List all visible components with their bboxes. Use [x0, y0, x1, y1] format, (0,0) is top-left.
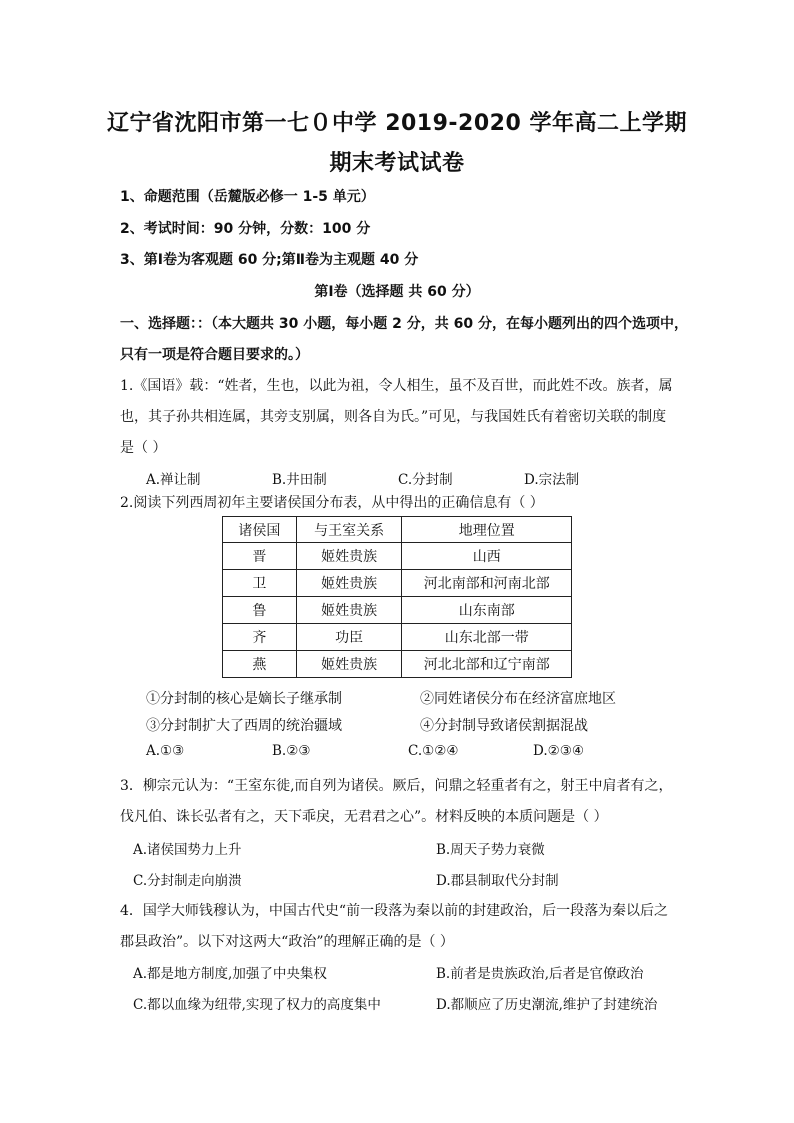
table-cell: 齐 — [223, 624, 297, 651]
q4-option-a: A.都是地方制度,加强了中央集权 — [133, 966, 327, 982]
table-cell: 山西 — [402, 543, 572, 570]
section-instruction-line1: 一、选择题：：（本大题共 30 小题，每小题 2 分，共 60 分，在每小题列出的四个选项中， — [120, 316, 688, 332]
q3-option-c: C.分封制走向崩溃 — [133, 873, 242, 889]
q2-statement-2: ②同姓诸侯分布在经济富庶地区 — [420, 691, 616, 707]
q4-option-c: C.都以血缘为纽带,实现了权力的高度集中 — [133, 997, 381, 1013]
table-cell: 河北北部和辽宁南部 — [402, 651, 572, 678]
table-row — [223, 624, 572, 651]
table-cell: 姬姓贵族 — [296, 570, 402, 597]
q3-option-b: B.周天子势力衰微 — [436, 842, 545, 858]
note-time: 2、考试时间：90 分钟，分数：100 分 — [120, 221, 371, 237]
exam-title-line1: 辽宁省沈阳市第一七０中学 2019-2020 学年高二上学期 — [107, 111, 687, 136]
q1-option-c: C.分封制 — [398, 472, 453, 488]
table-cell: 姬姓贵族 — [296, 597, 402, 624]
q4-stem-line1: 4．国学大师钱穆认为，中国古代史“前一段落为秦以前的封建政治，后一段落为秦以后之 — [120, 903, 669, 919]
table-cell: 姬姓贵族 — [296, 651, 402, 678]
table-cell: 功臣 — [296, 624, 402, 651]
q4-stem-line2: 郡县政治”。以下对这两大“政治”的理解正确的是（ ） — [120, 934, 454, 950]
vassal-states-table — [222, 516, 572, 678]
q3-option-d: D.郡县制取代分封制 — [436, 873, 559, 889]
table-row — [223, 570, 572, 597]
table-cell: 晋 — [223, 543, 297, 570]
table-cell: 卫 — [223, 570, 297, 597]
note-structure: 3、第Ⅰ卷为客观题 60 分;第Ⅱ卷为主观题 40 分 — [120, 252, 419, 268]
note-scope: 1、命题范围（岳麓版必修一 1-5 单元） — [120, 189, 375, 205]
table-cell: 河北南部和河南北部 — [402, 570, 572, 597]
q3-stem-line2: 伐凡伯、诛长弘者有之，天下乖戾，无君君之心”。材料反映的本质问题是（ ） — [120, 809, 608, 825]
section-heading: 第Ⅰ卷（选择题 共 60 分） — [314, 284, 480, 300]
q1-stem-line3: 是（ ） — [120, 440, 167, 456]
q2-option-d: D.②③④ — [533, 743, 584, 759]
q4-option-d: D.都顺应了历史潮流,维护了封建统治 — [436, 997, 658, 1013]
table-header-cell: 地理位置 — [402, 517, 572, 543]
q2-statement-3: ③分封制扩大了西周的统治疆域 — [146, 718, 342, 734]
table-cell: 山东北部一带 — [402, 624, 572, 651]
q2-option-c: C.①②④ — [408, 743, 459, 759]
q3-option-a: A.诸侯国势力上升 — [133, 842, 242, 858]
q1-option-b: B.井田制 — [272, 472, 327, 488]
exam-title-line2: 期末考试试卷 — [329, 151, 465, 176]
table-cell: 燕 — [223, 651, 297, 678]
q1-option-a: A.禅让制 — [146, 472, 201, 488]
q4-option-b: B.前者是贵族政治,后者是官僚政治 — [436, 966, 644, 982]
section-instruction-line2: 只有一项是符合题目要求的。） — [120, 347, 309, 363]
table-header-row — [223, 517, 572, 543]
table-header-cell: 与王室关系 — [296, 517, 402, 543]
table-header-cell: 诸侯国 — [223, 517, 297, 543]
q1-stem-line2: 也，其子孙共相连属，其旁支别属，则各自为氏。”可见，与我国姓氏有着密切关联的制度 — [120, 409, 667, 425]
table-row — [223, 651, 572, 678]
q3-stem-line1: 3．柳宗元认为：“王室东徙,而自列为诸侯。厥后，问鼎之轻重者有之，射王中肩者有之， — [120, 778, 673, 794]
q1-option-d: D.宗法制 — [524, 472, 580, 488]
table-cell: 姬姓贵族 — [296, 543, 402, 570]
table-row — [223, 543, 572, 570]
table-cell: 鲁 — [223, 597, 297, 624]
q2-option-b: B.②③ — [272, 743, 311, 759]
q2-statement-4: ④分封制导致诸侯割据混战 — [420, 718, 588, 734]
q2-statement-1: ①分封制的核心是嫡长子继承制 — [146, 691, 342, 707]
table-cell: 山东南部 — [402, 597, 572, 624]
q1-stem-line1: 1.《国语》载：“姓者，生也，以此为祖，令人相生，虽不及百世，而此姓不改。族者，属 — [120, 378, 673, 394]
q2-option-a: A.①③ — [146, 743, 185, 759]
q2-stem: 2.阅读下列西周初年主要诸侯国分布表，从中得出的正确信息有（ ） — [120, 495, 544, 511]
table-row — [223, 597, 572, 624]
